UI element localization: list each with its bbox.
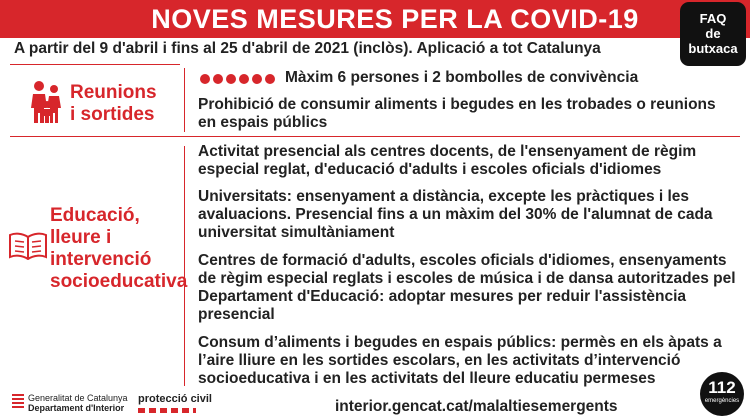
person-dot	[265, 74, 275, 84]
measure-item: Prohibició de consumir aliments i begudes en les trobades o reunions en espais públics	[198, 96, 716, 131]
person-dot	[200, 74, 210, 84]
section-label-educacio	[50, 205, 187, 293]
emergency-112-badge	[700, 372, 744, 416]
page-title: NOVES MESURES PER LA COVID-19	[151, 4, 639, 34]
faq-badge-line: de	[705, 26, 721, 41]
measure-item: Universitats: ensenyament a distància, excepte les pràctiques i les avaluacions. Presencial fins a un màxim del 30% de l'alumnat de cada universitat simultàniament	[198, 188, 713, 241]
person-dot	[239, 74, 249, 84]
person-dot	[226, 74, 236, 84]
department-name: Departament d'Interior	[28, 403, 125, 413]
measure-item: Consum d’aliments i begudes en espais públics: permès en els àpats a l’aire lliure en les sortides escolars, en les activitats d’intervenció socioeducativa i en les activitats del lleure educatiu permeses	[198, 334, 722, 387]
senyera-icon	[12, 394, 24, 414]
section-label-line: Educació,	[50, 205, 140, 226]
emergency-number: 112	[708, 378, 736, 397]
section-label-line: lleure i	[50, 227, 112, 248]
website-link[interactable]: interior.gencat.cat/malaltiesemergents	[335, 398, 618, 415]
section-divider	[10, 136, 740, 137]
generalitat-name: Generalitat de Catalunya	[28, 393, 128, 403]
section-label-line: socioeducativa	[50, 271, 188, 292]
section-label-line: i sortides	[70, 104, 155, 125]
six-persons-dots	[200, 71, 278, 89]
date-range-subtitle: A partir del 9 d'abril i fins al 25 d'abril de 2021 (inclòs). Aplicació a tot Catalunya	[14, 40, 601, 57]
family-icon	[30, 80, 66, 124]
measure-item: Centres de formació d'adults, escoles oficials d'idiomes, ensenyaments de règim especial reglats i escoles de música i de dansa autoritzades pel Departament d'Educació: adoptar mesures per reduir l'assistència presencial	[198, 252, 736, 323]
proteccio-civil-label: protecció civil	[138, 393, 212, 405]
measure-item: Màxim 6 persones i 2 bombolles de convivència	[285, 69, 639, 86]
title-banner	[0, 0, 750, 38]
person-dot	[252, 74, 262, 84]
faq-badge-line: butxaca	[688, 41, 738, 56]
emergency-label: emergències	[704, 398, 740, 404]
measure-item: Activitat presencial als centres docents, de l'ensenyament de règim especial reglat, d'educació d'adults i escoles oficials d'idiomes	[198, 143, 697, 178]
faq-badge-line: FAQ	[699, 11, 727, 26]
proteccio-civil-stripes	[138, 408, 196, 413]
section-label-line: Reunions	[70, 82, 157, 103]
section-divider	[10, 64, 180, 65]
column-divider	[184, 68, 185, 132]
book-icon	[8, 232, 48, 260]
section-label-line: intervenció	[50, 249, 152, 270]
section-label-reunions	[70, 82, 157, 126]
person-dot	[213, 74, 223, 84]
proteccio-civil-logo	[138, 393, 212, 413]
faq-badge	[680, 2, 746, 66]
